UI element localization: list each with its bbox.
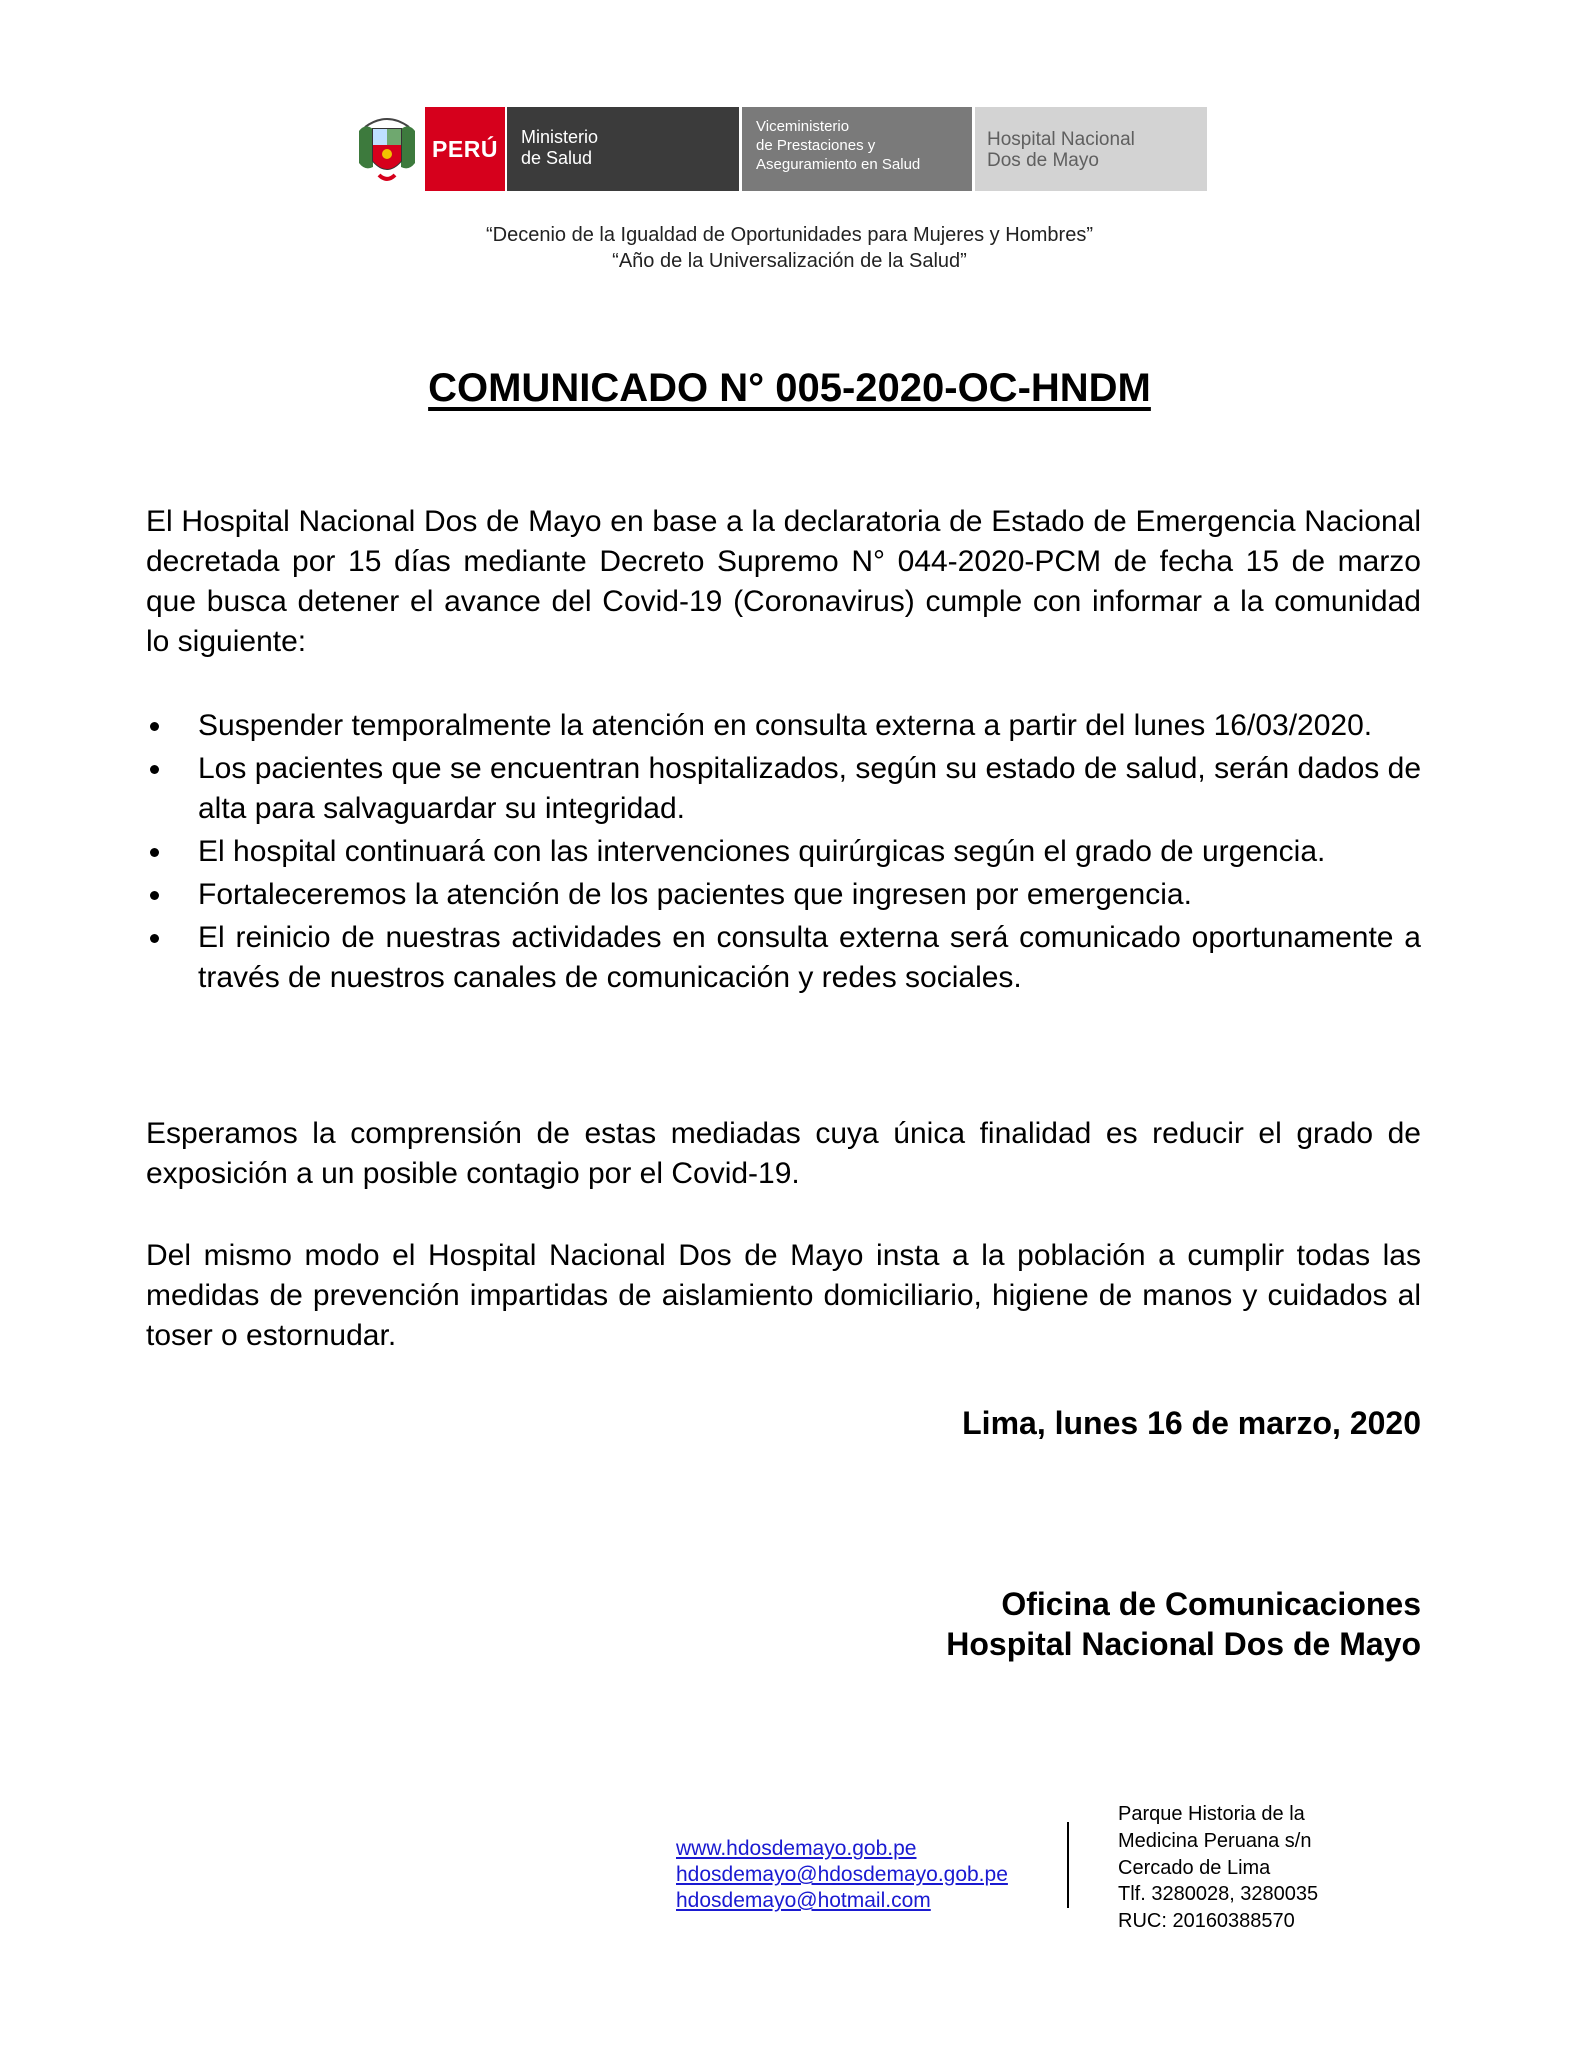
list-item-text: Suspender temporalmente la atención en consulta externa a partir del lunes 16/03/2020. <box>198 709 1373 742</box>
ministry-line: Ministerio <box>521 127 599 147</box>
ministry-logo-block <box>507 107 739 191</box>
vice-ministry-line: de Prestaciones y <box>756 137 876 154</box>
list-item <box>146 918 1421 998</box>
list-item <box>146 875 1421 915</box>
signature-hospital: Hospital Nacional Dos de Mayo <box>946 1626 1421 1662</box>
signature-office: Oficina de Comunicaciones <box>1001 1586 1421 1622</box>
decade-slogan: “Decenio de la Igualdad de Oportunidades para Mujeres y Hombres” <box>485 224 1093 246</box>
intro-paragraph: El Hospital Nacional Dos de Mayo en base a la declaratoria de Estado de Emergencia Nacional decretada por 15 días mediante Decreto Supremo N° 044-2020-PCM de fecha 15 de marzo que busca detener el avance del Covid-19 (Coronavirus) cumple con informar a la comunidad lo siguiente: <box>146 505 1421 658</box>
peru-label: PERÚ <box>432 135 498 162</box>
bullet-icon <box>150 765 159 774</box>
list-item-text: El reinicio de nuestras actividades en consulta externa será comunicado oportunamente a través de nuestros canales de comunicación y redes sociales. <box>198 921 1421 994</box>
expectation-paragraph: Esperamos la comprensión de estas mediadas cuya única finalidad es reducir el grado de exposición a un posible contagio por el Covid-19. <box>146 1117 1421 1190</box>
phone-line: Tlf. 3280028, 3280035 <box>1118 1883 1319 1905</box>
email-link-institutional[interactable]: hdosdemayo@hdosdemayo.gob.pe <box>676 1863 1008 1886</box>
address-line: Cercado de Lima <box>1118 1857 1271 1879</box>
list-item <box>146 749 1421 829</box>
list-item-text: Los pacientes que se encuentran hospitalizados, según su estado de salud, serán dados de alta para salvaguardar su integridad. <box>198 752 1421 825</box>
website-link[interactable]: www.hdosdemayo.gob.pe <box>676 1837 917 1860</box>
list-item-text: El hospital continuará con las intervenciones quirúrgicas según el grado de urgencia. <box>198 835 1326 868</box>
bullet-icon <box>150 891 159 900</box>
document-title: COMUNICADO N° 005-2020-OC-HNDM <box>428 366 1151 410</box>
list-item-text: Fortaleceremos la atención de los pacientes que ingresen por emergencia. <box>198 878 1192 911</box>
peru-logo-block <box>425 107 505 191</box>
vice-ministry-line: Aseguramiento en Salud <box>756 156 921 173</box>
measures-list <box>146 706 1421 1001</box>
ministry-line: de Salud <box>521 148 593 168</box>
hospital-line: Dos de Mayo <box>987 150 1099 171</box>
list-item <box>146 706 1421 746</box>
bullet-icon <box>150 848 159 857</box>
ruc-line: RUC: 20160388570 <box>1118 1910 1295 1932</box>
address-line: Parque Historia de la <box>1118 1803 1305 1825</box>
email-link-hotmail[interactable]: hdosdemayo@hotmail.com <box>676 1889 931 1912</box>
vice-ministry-line: Viceministerio <box>756 118 850 135</box>
peru-coat-of-arms-icon <box>355 109 419 189</box>
hospital-logo-block <box>975 107 1207 191</box>
year-slogan: “Año de la Universalización de la Salud” <box>612 250 967 272</box>
vice-ministry-logo-block <box>742 107 972 191</box>
list-item <box>146 832 1421 872</box>
hospital-line: Hospital Nacional <box>987 129 1135 150</box>
address-line: Medicina Peruana s/n <box>1118 1830 1312 1852</box>
bullet-icon <box>150 722 159 731</box>
date-line: Lima, lunes 16 de marzo, 2020 <box>962 1405 1421 1441</box>
footer-divider <box>1067 1822 1069 1908</box>
prevention-paragraph: Del mismo modo el Hospital Nacional Dos de Mayo insta a la población a cumplir todas las medidas de prevención impartidas de aislamiento domiciliario, higiene de manos y cuidados al toser o estornudar. <box>146 1239 1421 1352</box>
bullet-icon <box>150 934 159 943</box>
